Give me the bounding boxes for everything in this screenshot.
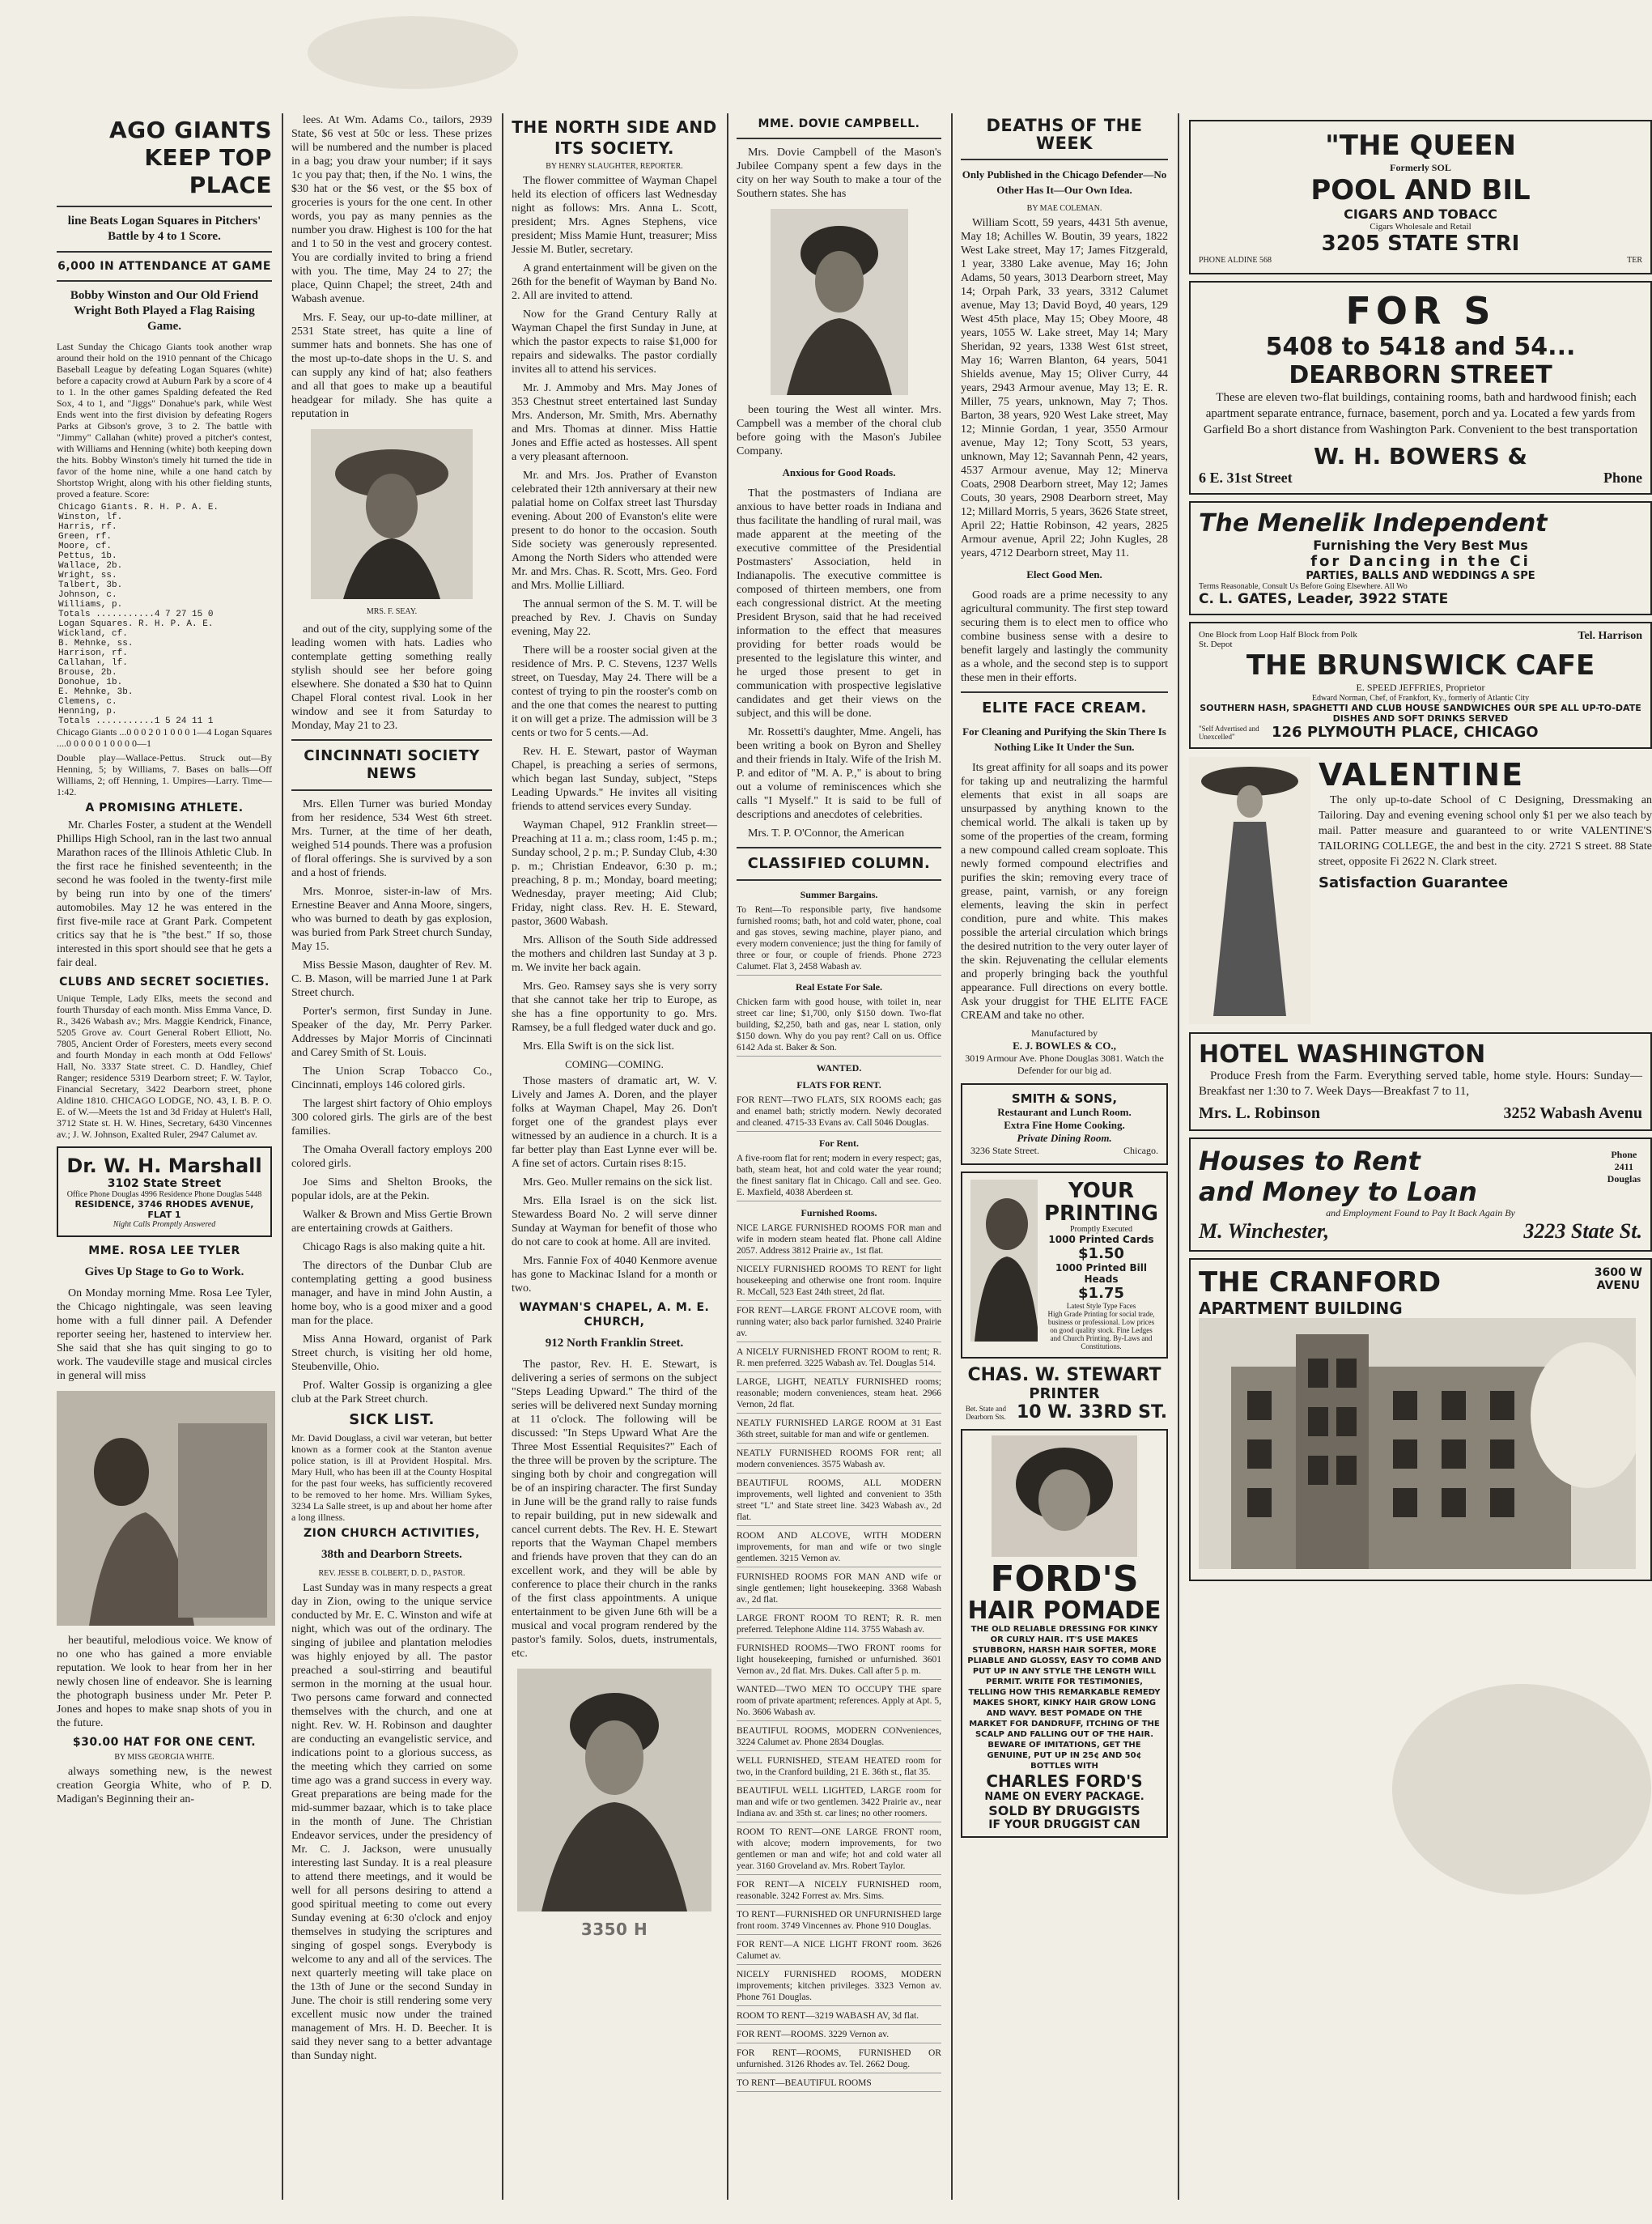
campbell-story: Mrs. Dovie Campbell of the Mason's Jubilee Company spent a few days in the city on her way South to make a tour of the Southern states. She has: [737, 147, 941, 200]
seay-story-2: and out of the city, supplying some of the leading women with hats. Ladies who contemplate getting something really stylish should see her before going elsewhere. She donated a $30 hat to Quinn Chapel Floral contest rival. Look in her window and see it from Saturday to Monday, May 21 to 23.: [291, 623, 492, 732]
houses-phone-box: [1607, 1149, 1641, 1185]
cranford-building: [1199, 1318, 1636, 1569]
divider: [737, 138, 941, 139]
classified-ad: FOR RENT—TWO FLATS, SIX ROOMS each; gas and enamel bath; strictly modern. Newly decorated and cleaned. 4715-33 Evans av. Call 5046 Douglas.: [737, 1095, 941, 1132]
queen-head: "THE QUEEN: [1325, 130, 1516, 162]
elect-head: Elect Good Men.: [1026, 568, 1102, 580]
sale-head: FOR S: [1345, 289, 1496, 333]
box-row: Callahan, lf.: [58, 658, 128, 668]
cranford-head: THE CRANFORD: [1199, 1266, 1442, 1299]
northside-item: Mr. and Mrs. Jos. Prather of Evanston celebrated their 12th anniversary at their new palatial home on Colfax street last Thursday evening. About 200 of Evanston's elite were present to do honor to the occasion. South Side society was generously represented. Among the North Siders who attended were Mr. and Mrs. Chas. R. Scott, Mrs. Geo. Ford and Mrs. Mollie Lilliard.: [512, 470, 717, 592]
classified-ad: FOR RENT—A NICE LIGHT FRONT room. 3626 Calumet av.: [737, 1939, 941, 1965]
box-totals: Totals ...........4 7 27 15 0: [58, 610, 214, 619]
classified-ad: TO RENT—FURNISHED OR UNFURNISHED large front room. 3749 Vincennes av. Phone 910 Douglas.: [737, 1909, 941, 1935]
ford-name: CHARLES FORD'S: [986, 1771, 1143, 1791]
cin-item: The directors of the Dunbar Club are contemplating getting a good business manager, and have in mind John Austin, a home boy, who is a good mixer and a good man for the place.: [291, 1260, 492, 1327]
forrent-head: For Rent.: [818, 1138, 860, 1149]
prize-story: lees. At Wm. Adams Co., tailors, 2939 State, $6 vest at 50c or less. These prizes will be numbered and the number is placed in a bag; you draw your number; if it says 1c you pay that; then, if the No. 1 wins, the $30 hat or the $6 vest, or the $5 box of groceries is yours for the one cent. In other words, you pay as many pennies as the number you draw. Highest is 100 for the hat and 1 to 50 in the vest and grocery contest. You are cordially invited to bring a friend with you. The time, May 24 to 27; the place, Quinn Chapel; the street, 24th and Wabash avenue.: [291, 114, 492, 305]
smith-line: Extra Fine Home Cooking.: [1004, 1119, 1125, 1131]
queen-formerly: Formerly SOL: [1390, 162, 1451, 173]
campbell-photo: [771, 209, 908, 395]
menelik-ad: [1189, 501, 1652, 615]
elite-mfr: Manufactured by: [1030, 1027, 1098, 1039]
smith-line: Private Dining Room.: [1017, 1132, 1112, 1144]
smith-ad: [961, 1083, 1168, 1165]
box-row: Williams, p.: [58, 600, 123, 610]
oconnor-story: Mrs. T. P. O'Connor, the American: [748, 827, 905, 840]
stewart-block: [961, 1365, 1168, 1422]
tyler-photo: [57, 1391, 275, 1626]
hotel-row: [1199, 1104, 1642, 1123]
sick-list-head: SICK LIST.: [349, 1411, 435, 1428]
elect-story: Good roads are a prime necessity to any agricultural community. The first step toward securing them is to elect men to office who combine business sense with a desire to benefit largely and lastingly the community as a whole, and the second step is to support these men in their efforts.: [961, 589, 1168, 684]
giants-headline: AGO GIANTS KEEP TOP PLACE: [109, 117, 272, 198]
sick-list: Mr. David Douglass, a civil war veteran, but better known as a former cook at the Stanton avenue police station, is ill at Provident Hospital. Mrs. Mary Hull, who has been ill at the County Hospital for the past four weeks, has sufficiently recovered to be removed to her home. Mrs. William Sykes, 3234 La Salle street, is up and about her home after a long illness.: [291, 1432, 492, 1523]
houses-phone-label: Phone: [1611, 1149, 1637, 1160]
tyler-deck: Gives Up Stage to Go to Work.: [84, 1265, 244, 1278]
classified-ad: WANTED—TWO MEN TO OCCUPY THE spare room of private apartment; references. Apply at Apt. 5, No. 3606 Wabash av.: [737, 1684, 941, 1721]
seay-photo: [311, 429, 473, 599]
brunswick-loc: One Block from Loop Half Block from Polk St. Depot: [1199, 630, 1357, 649]
zion-head: ZION CHURCH ACTIVITIES,: [304, 1527, 480, 1540]
box-row: Brouse, 2b.: [58, 668, 117, 678]
menelik-line: for Dancing in the Ci: [1310, 553, 1531, 570]
stewart-addr: 10 W. 33RD ST.: [1016, 1402, 1168, 1422]
classified-ad: A five-room flat for rent; modern in every respect; gas, bath, steam heat, hot and cold water the year round; the finest sanitary flat in Chicago. Call and see. Geo. E. Maxfield, 4038 Aberdeen st.: [737, 1153, 941, 1201]
ford-copy-2: NAME ON EVERY PACKAGE.: [984, 1791, 1145, 1803]
column-rule: [1178, 113, 1179, 2200]
menelik-head: The Menelik Independent: [1199, 509, 1548, 538]
brunswick-prop: E. SPEED JEFFRIES, Proprietor: [1356, 682, 1485, 693]
printing-bills: 1000 Printed Bill Heads: [1055, 1262, 1148, 1285]
cin-item: Walker & Brown and Miss Gertie Brown are entertaining crowds at Gaithers.: [291, 1209, 492, 1235]
elite-co: E. J. BOWLES & CO.,: [1013, 1040, 1116, 1052]
divider: [291, 739, 492, 741]
classified-ad: BEAUTIFUL ROOMS, MODERN CONveniences, 3224 Calumet av. Phone 2834 Douglas.: [737, 1725, 941, 1751]
box-line-score: Chicago Giants ...0 0 0 2 0 1 0 0 0 1—4 Logan Squares ....0 0 0 0 0 1 0 0 0 0—1: [57, 726, 272, 749]
bowers-addr: 6 E. 31st Street: [1199, 470, 1293, 486]
northside-item: Mrs. Ella Swift is on the sick list.: [523, 1040, 675, 1052]
valentine-sat: Satisfaction Guarantee: [1319, 874, 1509, 891]
marshall-night: Night Calls Promptly Answered: [113, 1220, 216, 1229]
printing-ad: [961, 1172, 1168, 1359]
queen-ad: [1189, 120, 1652, 274]
hat-head: $30.00 HAT FOR ONE CENT.: [72, 1736, 257, 1749]
smith-city: Chicago.: [1123, 1145, 1158, 1156]
ford-last: IF YOUR DRUGGIST CAN: [988, 1818, 1140, 1831]
classified-ad: A NICELY FURNISHED FRONT ROOM to rent; R. R. men preferred. 3225 Wabash av. Tel. Douglas 514.: [737, 1346, 941, 1372]
valentine-figure: [1189, 757, 1310, 1024]
queen-wholesale: Cigars Wholesale and Retail: [1370, 222, 1472, 232]
classified-ad: FOR RENT—LARGE FRONT ALCOVE room, with running water; also back parlor furnished. 3240 Prairie av.: [737, 1305, 941, 1342]
realestate-head: Real Estate For Sale.: [795, 981, 883, 993]
cin-item: Miss Bessie Mason, daughter of Rev. M. C. B. Mason, will be married June 1 at Park Street church.: [291, 959, 492, 999]
box-totals: Totals ...........1 5 24 11 1: [58, 717, 214, 726]
box-row: Harris, rf.: [58, 522, 117, 532]
stewart-addr-row: [961, 1402, 1168, 1422]
box-row: Green, rf.: [58, 532, 113, 542]
northside-item: Now for the Grand Century Rally at Wayman Chapel the first Sunday in June, at which the pastor expects to raise $1,000 for repairs and sidewalks. The pastor cordially invites all to attend his services.: [512, 308, 717, 376]
classified-ad: FURNISHED ROOMS FOR MAN AND wife or single gentlemen; light housekeeping. 3368 Wabash av., 2d flat.: [737, 1571, 941, 1609]
column-4: [728, 113, 949, 2208]
menelik-line: PARTIES, BALLS AND WEDDINGS A SPE: [1306, 570, 1535, 582]
classified-ad: FOR RENT—ROOMS. 3229 Vernon av.: [737, 2029, 941, 2043]
classified-ad: FURNISHED ROOMS—TWO FRONT rooms for light housekeeping, furnished or unfurnished. 3601 Vernon av., 2d flat. Mrs. Dukes. Call after 5 p. m.: [737, 1643, 941, 1680]
hotel-copy: Produce Fresh from the Farm. Everything served table, home style. Hours: Sunday—Breakfast ner 1:30 to 7. Week Days—Breakfast 7 to 11,: [1199, 1069, 1642, 1098]
smith-addr-row: [970, 1145, 1158, 1157]
classified-ad: Chicken farm with good house, with toilet in, near street car line; $1,700, only $150 down. Two-flat building, $2,250, bath and gas, near L station, only $150 down. Why do you pay rent? Call on us. Office 6142 Ada st. Baker & Son.: [737, 997, 941, 1057]
athlete-head: A PROMISING ATHLETE.: [85, 802, 244, 814]
roads-head: Anxious for Good Roads.: [782, 466, 896, 478]
queen-ter: TER: [1627, 256, 1642, 265]
classified-ad: ROOM AND ALCOVE, WITH MODERN improvements, for man and wife or two single gentlemen. 3215 Vernon av.: [737, 1530, 941, 1567]
cincinnati-head: CINCINNATI SOCIETY NEWS: [304, 747, 480, 782]
flats-head: FLATS FOR RENT.: [796, 1079, 881, 1091]
valentine-ad: [1189, 757, 1652, 1024]
marshall-addr: 3102 State Street: [107, 1177, 222, 1190]
cin-item: The Union Scrap Tobacco Co., Cincinnati, employs 146 colored girls.: [291, 1065, 492, 1091]
portrait-photo: [517, 1669, 711, 1911]
northside-item: Mrs. Geo. Muller remains on the sick list.: [523, 1176, 713, 1189]
hotel-addr: 3252 Wabash Avenu: [1503, 1104, 1642, 1122]
cranford-sub: APARTMENT BUILDING: [1199, 1299, 1403, 1318]
cranford-top: [1199, 1266, 1642, 1318]
wanted-head: WANTED.: [816, 1062, 862, 1074]
clubs-story: Unique Temple, Lady Elks, meets the second and fourth Thursday of each month. Miss Emma Vance, D. R., 3426 Wabash av.; Mrs. Maggie Kendrick, Finance, 5205 Grove av. Court General Robert Elliott, No. 7805, Ancient Order of Foresters, meets every second and fourth Monday in each month at Odd Fellows' Hall, No. 3337 State street. C. D. Handley, Chief Ranger; residence 5319 Dearborn street; F. W. Taylor, Financial Secretary, 3422 Dearborn street, phone Aldine 1810. CHICAGO LODGE, NO. 43, I. B. P. O. E. of W.—Meets the 1st and 3d Friday at Hulett's Hall, 3712 State st. H. W. Hines, Secretary, 6430 Vincennes av.; J. W. Johnson, Exalted Ruler, 2947 Calumet av.: [57, 993, 272, 1140]
marshall-phones: Office Phone Douglas 4996 Residence Phone Douglas 5448: [66, 1190, 262, 1199]
houses-name: M. Winchester,: [1199, 1219, 1330, 1243]
classified-ad: LARGE FRONT ROOM TO RENT; R. R. men preferred. Telephone Aldine 114. 3755 Wabash av.: [737, 1613, 941, 1639]
queen-phone: PHONE ALDINE 568: [1199, 256, 1272, 265]
brunswick-ad: [1189, 622, 1652, 749]
northside-item: Mrs. Fannie Fox of 4040 Kenmore avenue has gone to Mackinac Island for a month or two.: [512, 1255, 717, 1295]
smith-name: SMITH & SONS,: [1011, 1091, 1118, 1106]
tyler-story: On Monday morning Mme. Rosa Lee Tyler, the Chicago nightingale, was seen leaving home with a full dinner pail. A Defender reporter seeing her, hastened to interview her. She said that she has quit singing to go to work. The vaudeville stage and musical circles in general will miss: [57, 1287, 272, 1382]
cin-item: Chicago Rags is also making quite a hit.: [303, 1241, 486, 1253]
northside-item: Mrs. Allison of the South Side addressed the mothers and children last Sunday at 3 p. m. We invite her back again.: [512, 934, 717, 974]
smith-line: Restaurant and Lunch Room.: [997, 1106, 1132, 1118]
box-header: Chicago Giants. R. H. P. A. E.: [58, 503, 219, 512]
cranford-ad: [1189, 1258, 1652, 1581]
brunswick-tel: Tel. Harrison: [1578, 630, 1642, 642]
northside-head: THE NORTH SIDE AND ITS SOCIETY.: [512, 117, 717, 158]
campbell-story-2: been touring the West all winter. Mrs. Campbell was a member of the choral club before going with the Mason's Jubilee Company.: [737, 404, 941, 457]
giants-story: Last Sunday the Chicago Giants took another wrap around their hold on the 1910 pennant of the Chicago Baseball League by defeating Logan Squares (white) before a capacity crowd at Auburn Park by a score of 4 to 1. In the other games Spalding defeated the Red Sox, 4 to 1, and "Jiggs" Donahue's park, while West Ends went into the first division by defeating Rogers Parks at Gibson's grove, 3 to 2. The battle with "Jimmy" Callahan (white) proved a pitcher's contest, with Williams and Henning (white) both keeping down the hits. Bobby Winston's timely hit turned the tide in favor of the home nine, while a one hand catch by Shortstop Wright, along with his other fielding stunts, proved a feature. Score:: [57, 341, 272, 500]
ford-ad: [961, 1429, 1168, 1838]
bowers-name: W. H. BOWERS &: [1314, 443, 1527, 470]
houses-addr: 3223 State St.: [1523, 1219, 1642, 1243]
queen-pool: POOL AND BIL: [1310, 174, 1531, 206]
box-row: Harrison, rf.: [58, 648, 128, 658]
smith-addr: 3236 State Street.: [970, 1145, 1039, 1156]
menelik-leader: C. L. GATES, Leader, 3922 STATE: [1199, 591, 1449, 607]
seay-story: Mrs. F. Seay, our up-to-date milliner, at 2531 State street, has quite a line of summer hats and bonnets. She has one of the most up-to-date shops in the U. S. and can supply any kind of hat; also feathers and all that goes to make up a beautiful headgear for milady. She has quite a reputation in: [291, 312, 492, 420]
northside-item: There will be a rooster social given at the residence of Mrs. P. C. Stevens, 1237 Wells street, on Tuesday, May 24. There will be a contest of trying to pin the rooster's comb on and the one that comes the nearest to putting it on will get a prize. The admission will be 3 cents or two for 5 cents.—Ad.: [512, 644, 717, 739]
elite-copy: Its great affinity for all soaps and its power for taking up and neutralizing the harmful elements that exist in all soaps are unsurpassed by anything known to the chemical world. The alkali is taken up by some of the properties of the cream, forming a new compound called cream soploate. This newly formed compound electrifies and purifies the skin; removing every trace of grease, paint, varnish, or any foreign elements, leaving the skin in perfect condition, pure and white. This makes possible the arterial circulation which brings the desired nutrition to the very outer layer of the skin. Rejuvenating the cellular elements and properly bringing back the youthful appearance. Full directions on every bottle. Ask your druggist for THE ELITE FACE CREAM and take no other.: [961, 762, 1168, 1022]
tyler-head: MME. ROSA LEE TYLER: [88, 1244, 240, 1257]
sale-ad: [1189, 281, 1652, 495]
hotel-name: Mrs. L. Robinson: [1199, 1104, 1321, 1122]
wayman-sub: 912 North Franklin Street.: [545, 1337, 684, 1350]
menelik-line: Terms Reasonable, Consult Us Before Going Elsewhere. All Wo: [1199, 582, 1408, 591]
houses-row: [1199, 1219, 1642, 1244]
brunswick-chef: Edward Norman, Chef, of Frankfort, Ky., formerly of Atlantic City: [1311, 694, 1530, 703]
printing-bills-price: $1.75: [1078, 1285, 1124, 1302]
cranford-addr: 3600 W: [1594, 1266, 1642, 1279]
brunswick-top: [1199, 630, 1642, 649]
northside-item: The annual sermon of the S. M. T. will be preached by Rev. J. Chavis on Sunday evening, May 22.: [512, 598, 717, 638]
deaths-byline: BY MAE COLEMAN.: [1026, 204, 1102, 213]
brunswick-addr: 126 PLYMOUTH PLACE, CHICAGO: [1272, 724, 1539, 741]
northside-item: A grand entertainment will be given on the 26th for the benefit of Wayman by Band No. 2. All are invited to attend.: [512, 262, 717, 302]
cin-item: Miss Anna Howard, organist of Park Street church, is visiting her old home, Steubenville, Ohio.: [291, 1333, 492, 1373]
hat-byline: BY MISS GEORGIA WHITE.: [114, 1753, 214, 1762]
divider: [737, 847, 941, 848]
northside-item: The flower committee of Wayman Chapel held its election of officers last Wednesday night as follows: Mrs. Anna L. Scott, president; Mrs. Agnes Stephens, vice president; Miss Mamie Hunt, treasurer; Miss Jessie M. Butler, secretary.: [512, 175, 717, 256]
column-5: [953, 113, 1176, 2208]
giants-deck: line Beats Logan Squares in Pitchers' Battle by 4 to 1 Score.: [67, 215, 261, 243]
ford-copy: THE OLD RELIABLE DRESSING FOR KINKY OR CURLY HAIR. IT'S USE MAKES STUBBORN, HARSH HAIR SOFTER, MORE PLIABLE AND GLOSSY, EASY TO COMB AND PUT UP IN ANY STYLE THE LENGTH WILL PERMIT. WRITE FOR TESTIMONIES, TELLING HOW THIS REMARKABLE REMEDY MAKES SHORT, KINKY HAIR GROW LONG AND WAVY. BEST POMADE ON THE MARKET FOR DANDRUFF, ITCHING OF THE SCALP AND FALLING OUT OF THE HAIR. BEWARE OF IMITATIONS, GET THE GENUINE, PUT UP IN 25¢ AND 50¢ BOTTLES WITH: [967, 1625, 1161, 1771]
box-row: Johnson, c.: [58, 590, 117, 600]
giants-subhead: 6,000 IN ATTENDANCE AT GAME: [57, 260, 271, 273]
classified-ad: LARGE, LIGHT, NEATLY FURNISHED rooms; reasonable; modern conveniences, steam heat. 2966 Vernon, 2d flat.: [737, 1376, 941, 1414]
divider: [291, 789, 492, 791]
classified-ad: BEAUTIFUL WELL LIGHTED, LARGE room for man and wife or two gentlemen. 3422 Prairie av., near Indiana av. and 35th st. car lines; no other roomers.: [737, 1785, 941, 1822]
box-row: E. Mehnke, 3b.: [58, 687, 134, 697]
northside-item: Mrs. Geo. Ramsey says she is very sorry that she cannot take her trip to Europe, as she has a fine opportunity to go. Mrs. Ramsey, be a full fledged water duck and go.: [512, 980, 717, 1034]
menelik-line: Furnishing the Very Best Mus: [1313, 538, 1528, 553]
divider: [57, 280, 272, 282]
printing-exec: Promptly Executed: [1070, 1225, 1132, 1234]
brunswick-bottom: [1199, 724, 1642, 741]
elite-head: ELITE FACE CREAM.: [982, 700, 1147, 717]
box-score: [57, 503, 272, 726]
column-3: [503, 113, 725, 2208]
bargains-head: Summer Bargains.: [800, 889, 878, 900]
ford-head: FORD'S: [990, 1559, 1139, 1600]
marshall-name: Dr. W. H. Marshall: [66, 1155, 262, 1177]
box-row: Henning, p.: [58, 707, 117, 717]
column-2: [283, 113, 500, 2208]
column-1: [49, 113, 280, 2208]
hat-story: always something new, is the newest creation Georgia White, who of P. D. Madigan's Beginning their an-: [57, 1766, 272, 1805]
classified-ad: BEAUTIFUL ROOMS, ALL MODERN improvements, well lighted and convenient to 35th street "L" and State street line. 3423 Wabash av., 2d flat.: [737, 1478, 941, 1526]
houses-phone-2: Douglas: [1607, 1173, 1641, 1184]
deaths-sub: Only Published in the Chicago Defender—No Other Has It—Our Own Idea.: [962, 168, 1167, 196]
queen-addr: 3205 STATE STRI: [1321, 232, 1520, 256]
box-row: Wallace, 2b.: [58, 561, 123, 571]
box-summary: Double play—Wallace-Pettus. Struck out—By Henning, 5; by Williams, 7. Bases on balls—Off Williams, 2; off Henning, 1. Umpires—Larry. Time—1:42.: [57, 752, 272, 797]
box-row: Moore, cf.: [58, 542, 113, 551]
houses-emp: and Employment Found to Pay It Back Again By: [1326, 1207, 1515, 1218]
queen-phone-row: [1199, 256, 1642, 265]
sale-street: DEARBORN STREET: [1289, 361, 1552, 389]
ford-portrait: [992, 1435, 1137, 1557]
box-header: Logan Squares. R. H. P. A. E.: [58, 619, 214, 629]
box-row: Donohue, 1b.: [58, 678, 123, 687]
rossetti-story: Mr. Rossetti's daughter, Mme. Angeli, has been writing a book on Byron and Shelley and their friends in Italy. Wife of the Irish M. P. and editor of "M. A. P.," is about to bring out a volume of reminiscences which she calls "I Myself." It is said to be full of descriptions and anecdotes of celebrities.: [737, 726, 941, 821]
marshall-res: RESIDENCE, 3746 RHODES AVENUE, FLAT 1: [74, 1199, 254, 1220]
classified-ad: FOR RENT—ROOMS, FURNISHED OR unfurnished. 3126 Rhodes av. Tel. 2662 Doug.: [737, 2048, 941, 2073]
houses-head: Houses to Rent: [1199, 1146, 1421, 1176]
hotel-ad: [1189, 1032, 1652, 1131]
brunswick-adv: "Self Advertised and Unexcelled": [1199, 724, 1259, 741]
divider: [57, 251, 272, 253]
northside-item: Wayman Chapel, 912 Franklin street—Preaching at 11 a. m.; class room, 1:45 p. m.; Sunday school, 2 p. m.; P. Sunday Club, 4:30 p. m.; Christian Endeavor, 6:30 p. m.; preaching, 8 p. m.; Monday, board meeting; Wednesday, prayer meeting; Aid Club; Friday, night class. Rev. H. E. Steward, pastor, 3600 Wabash.: [512, 819, 717, 928]
northside-item: Rev. H. E. Stewart, pastor of Wayman Chapel, is preaching a series of sermons, which began last Sunday, subject, "Steps Leading Upwards." He invites all visiting friends to attend services every Sunday.: [512, 746, 717, 813]
hotel-head: HOTEL WASHINGTON: [1199, 1040, 1486, 1069]
brunswick-head: THE BRUNSWICK CAFE: [1246, 649, 1595, 682]
classified-ad: FOR RENT—A NICELY FURNISHED room, reasonable. 3242 Forrest av. Mrs. Sims.: [737, 1879, 941, 1905]
bowers-phone: Phone: [1603, 470, 1642, 486]
tyler-story-2: her beautiful, melodious voice. We know of no one who has gained a more enviable reputation. We look to hear from her in her newly chosen line of endeavor. She is learning the photograph business under Mr. Peter P. Jones and hopes to make snap shots of you in the future.: [57, 1635, 272, 1729]
classified-ad: NEATLY FURNISHED ROOMS FOR rent; all modern conveniences. 3575 Wabash av.: [737, 1448, 941, 1473]
printer-portrait: [970, 1180, 1038, 1342]
box-row: B. Mehnke, ss.: [58, 639, 134, 648]
northside-item: Mrs. Ella Israel is on the sick list. Stewardess Board No. 2 will serve dinner Sunday at Wayman for benefit of those who do not care to cook at home. All are invited.: [512, 1195, 717, 1248]
box-row: Wickland, cf.: [58, 629, 128, 639]
clubs-head: CLUBS AND SECRET SOCIETIES.: [59, 976, 270, 989]
box-row: Clemens, c.: [58, 697, 117, 707]
classified-ad: To Rent—To responsible party, five handsome furnished rooms; bath, hot and cold water, phone, coal and gas stoves, sewing machine, player piano, and every modern convenience; just the thing for family of three or four, or couple of friends. Phone 2723 Calumet. Flat 3, 2458 Wabash av.: [737, 904, 941, 976]
paper-stain: [308, 16, 518, 89]
printing-cards-price: $1.50: [1078, 1245, 1124, 1262]
northside-item: Mr. J. Ammoby and Mrs. May Jones of 353 Chestnut street entertained last Sunday Mrs. Anderson, Mr. Smith, Mrs. Abernathy and Mrs. Thomas at dinner. Miss Hattie Jones and Effie acted as hostesses. All spent a very pleasant afternoon.: [512, 382, 717, 463]
cin-item: Mrs. Ellen Turner was buried Monday from her residence, 534 West 6th street. Mrs. Turner, at the time of her death, weighed 514 pounds. There was a profusion of floral offerings. She is survived by a son and a host of friends.: [291, 798, 492, 879]
cin-item: The Omaha Overall factory employs 200 colored girls.: [291, 1144, 492, 1170]
bottom-fragment: 3350 H: [580, 1920, 648, 1939]
houses-phone: 2411: [1614, 1161, 1633, 1172]
houses-head-2: and Money to Loan: [1199, 1176, 1477, 1207]
column-6: [1181, 113, 1652, 2208]
marshall-ad: [57, 1146, 272, 1237]
divider: [737, 879, 941, 881]
queen-cigars: CIGARS AND TOBACC: [1344, 206, 1497, 222]
elite-sub: For Cleaning and Purifying the Skin There Is Nothing Like It Under the Sun.: [962, 725, 1166, 753]
northside-byline: BY HENRY SLAUGHTER, REPORTER.: [546, 162, 683, 171]
zion-sub: 38th and Dearborn Streets.: [321, 1548, 462, 1561]
zion-story: Last Sunday was in many respects a great day in Zion, owing to the unique service conducted by Mr. E. C. Winston and wife at night, which was out of the ordinary. The singing of jubilee and plantation melodies was highly enjoyed by all. The pastor preached a soul-stirring and beautiful sermon in the morning at the usual hour. Two persons came forward and connected themselves with the church, and one at night. Rev. W. H. Robinson and daughter are conducting an evangelistic service, and indications point to a glorious success, as the meeting which they carried on some time ago was a grand success in every way. Great preparations are being made for the mid-summer bazaar, which is to take place in the month of June. The Christian Endeavor services, under the presidency of Mr. C. J. Jackson, were unusually interesting last Sunday. It is a real pleasure to attend there meetings, and it would be well for all persons desiring to attend a good spiritual meeting to come out every Sunday evening at 6:30 o'clock and enjoy themselves in studying the scriptures and singing of gospel songs. Everybody is welcome to any and all of the services. The next quarterly meeting will take place on the 13th of June or the second Sunday in June. The choir is still rendering some very excellent music now under the trained management of Mrs. H. D. Beecher. It is said they never sang to a better advantage than Sunday night.: [291, 1582, 492, 2062]
cin-item: The largest shirt factory of Ohio employs 300 colored girls. The girls are of the best families.: [291, 1098, 492, 1138]
ford-sold: SOLD BY DRUGGISTS: [988, 1803, 1140, 1818]
giants-deck-2: Bobby Winston and Our Old Friend Wright Both Played a Flag Raising Game.: [70, 289, 259, 333]
classified-ad: NEATLY FURNISHED LARGE ROOM at 31 East 36th street, suitable for man and wife or gentlemen.: [737, 1418, 941, 1444]
houses-ad: [1189, 1138, 1652, 1252]
campbell-head: MME. DOVIE CAMPBELL.: [758, 117, 920, 130]
stewart-title: PRINTER: [1029, 1385, 1100, 1402]
coming-head: COMING—COMING.: [565, 1058, 664, 1070]
cin-item: Joe Sims and Shelton Brooks, the popular idols, are at the Pekin.: [291, 1176, 492, 1202]
wayman-head: WAYMAN'S CHAPEL, A. M. E. CHURCH,: [519, 1301, 710, 1329]
sale-copy: These are eleven two-flat buildings, containing rooms, bath and hardwood finish; each apartment separate entrance, furnace, basement, porch and ya. Located a few yards from Garfield Bo a short distance from Washington Park. Convenient to the best transportation: [1203, 391, 1638, 436]
box-row: Talbert, 3b.: [58, 580, 123, 590]
zion-byline: REV. JESSE B. COLBERT, D. D., PASTOR.: [318, 1569, 465, 1578]
cin-item: Porter's sermon, first Sunday in June. Speaker of the day, Mr. Perry Parker. Addresses by Major Morris of Cincinnati and Carey Smith of St. Louis.: [291, 1006, 492, 1059]
classified-ad: TO RENT—BEAUTIFUL ROOMS: [737, 2077, 941, 2092]
stewart-name: CHAS. W. STEWART: [967, 1365, 1161, 1385]
cranford-addr-2: AVENU: [1596, 1279, 1641, 1292]
printing-cards: 1000 Printed Cards: [1048, 1234, 1154, 1245]
roads-story: That the postmasters of Indiana are anxious to have better roads in Indiana and thus facilitate the handling of rural mail, was made apparent at the meeting of the executive committee of the Presidential Postmasters' Association, held in Indianapolis. The executive committee is composed of thirteen members, one from each congressional district. At the meeting President Bryson, said that he had received information to the effect that measures providing for better roads would be presented to the legislature this winter, and he urged those present to get in communication with prospective legislative candidates and get their views on the subject, and this will be done.: [737, 487, 941, 720]
classified-ad: ROOM TO RENT—3219 WABASH AV, 3d flat.: [737, 2010, 941, 2025]
athlete-story: Mr. Charles Foster, a student at the Wendell Phillips High School, ran in the last two annual Marathon races of the Illinois Athletic Club. In the first race he finished seventeenth; in the second he was fooled in the twenty-first mile by being run into by one of the timers' automobiles. May 12 he was entered in the first five-mile race at Grant Park. Competent critics say that he is "the best." If so, those interested in this sport should see that he gets a fair deal.: [57, 819, 272, 969]
valentine-copy: The only up-to-date School of C Designing, Dressmaking an Tailoring. Day and evening evening school only $1 per we also teach by mail. Patter measure and guaranteed to or write VALENTINE'S TAILORING COLLEGE, the and best in the city. 2721 S street. 88 State street, opposite Fi 2622 N. Clark street.: [1319, 794, 1652, 868]
furnished-head: Furnished Rooms.: [801, 1207, 877, 1218]
deaths-list: William Scott, 59 years, 4431 5th avenue, May 18; Achilles W. Boutin, 39 years, 1822 West Lake street, May 17; James Fitzgerald, 1 year, 3380 Lake avenue, May 16; John Adams, 50 years, 3013 Dearborn street, May 14; Orpah Park, 33 years, 3312 Calumet avenue, May 13; David Boyd, 40 years, 129 West 45th place, May 15; Obey Moore, 48 years, 1055 W. Lake street, May 14; Mary Sheridan, 92 years, 1338 West 61st street, May 16; Warren Blanton, 64 years, 5041 Shields avenue, May 15; Oliver Curry, 44 years, 2943 Armour avenue, May 13; E. R. Miller, 75 years, unknown, May 7; Thos. Barton, 38 years, 920 West Lake street, May 12; Minnie Gordan, 1 year, 3550 Armour avenue, May 12; Tony Scott, 53 years, unknown, May 12; Savannah Penn, 42 years, 4537 Armour avenue, May 12; Minerva Coats, 2908 Dearborn street, May 12; James Couts, 30 years, 2908 Dearborn street, May 12; Millard Morris, 5 years, 3626 State street, April 22; Hattie Robinson, 42 years, 2825 Armour avenue, April 22; John Kugles, 28 years, 4712 Dearborn street, May 11.: [961, 217, 1168, 559]
deaths-head: DEATHS OF THE WEEK: [986, 116, 1143, 153]
box-row: Pettus, 1b.: [58, 551, 117, 561]
wayman-story: The pastor, Rev. H. E. Stewart, is delivering a series of sermons on the subject "Steps Leading Upward." The third of the series will be delivered next Sunday morning at 11 o'clock. The following will be discussed: "In Steps Upward What Are the Three Most Essential Requisites?" Each of the three will be proven by the scripture. The singing both by choir and congregation will be of an inspiring character. The first Sunday in June will be the grand rally to raise funds to repair building, put in new sidewalk and cancel current debts. The Rev. H. E. Stewart reports that the Wayman Chapel members and friends have proven that they can do an excellent work, and they will be able by conference to place their church in the ranks of the first class appointments. A unique entertainment to be given June 6th will be a musical and vocal program rendered by the pastor's family. Solos, duets, instrumentals, etc.: [512, 1359, 717, 1660]
ford-head-2: HAIR POMADE: [967, 1597, 1161, 1625]
divider: [961, 691, 1168, 693]
printing-latest: Latest Style Type Faces: [1066, 1302, 1136, 1310]
valentine-head: VALENTINE: [1319, 757, 1525, 793]
classified-ad: NICELY FURNISHED ROOMS, MODERN improvements; kitchen privileges. 3323 Vernon av. Phone 761 Douglas.: [737, 1969, 941, 2006]
brunswick-menu: SOUTHERN HASH, SPAGHETTI AND CLUB HOUSE SANDWICHES OUR SPE ALL UP-TO-DATE DISHES AND SOFT DRINKS SERVED: [1200, 703, 1641, 724]
cranford-addr-box: [1595, 1266, 1642, 1292]
sale-addr: 5408 to 5418 and 54...: [1265, 333, 1576, 361]
cin-item: Mrs. Monroe, sister-in-law of Mrs. Ernestine Beaver and Anna Moore, singers, who was burned to death by gas explosion, was buried from Park Street church Sunday, May 15.: [291, 886, 492, 953]
northside-item: Those masters of dramatic art, W. V. Lively and James A. Doren, and the player folks at Wayman Chapel, May 26. Don't forget one of the grandest plays ever witnessed by an audience in a church. It is a far better play than East Lynne ever will be. A fine set of actors. Curtain rises 8:15.: [512, 1075, 717, 1170]
seay-caption: MRS. F. SEAY.: [366, 607, 418, 616]
cin-item: Prof. Walter Gossip is organizing a glee club at the Park Street church.: [291, 1380, 492, 1405]
elite-addr: 3019 Armour Ave. Phone Douglas 3081. Watch the Defender for our big ad.: [965, 1052, 1164, 1076]
divider: [961, 159, 1168, 160]
printing-head: YOUR PRINTING: [1043, 1179, 1158, 1226]
classified-ad: ROOM TO RENT—ONE LARGE FRONT room, with alcove; modern improvements, for two gentlemen or man and wife; hot and cold water all year. 3160 Groveland av. Mrs. Robert Taylor.: [737, 1826, 941, 1875]
stewart-addr-label: Bet. State and Dearborn Sts.: [965, 1404, 1007, 1421]
divider: [57, 206, 272, 207]
classified-head: CLASSIFIED COLUMN.: [747, 855, 931, 872]
classified-ad: NICELY FURNISHED ROOMS TO RENT for light housekeeping and otherwise one front room. Inquire R. McCall, 523 East 24th street, 2d flat.: [737, 1264, 941, 1301]
classified-ad: NICE LARGE FURNISHED ROOMS FOR man and wife in modern steam heated flat. Phone call Aldine 2057. Address 3812 Prairie av., 1st flat.: [737, 1223, 941, 1260]
bowers-row: [1199, 470, 1642, 487]
printing-desc: High Grade Printing for social trade, business or professional. Low prices on good quality stock. Fine Ledges and Church Printing. By-Laws and Constitutions.: [1047, 1310, 1155, 1350]
box-row: Winston, lf.: [58, 512, 123, 522]
classified-ad: WELL FURNISHED, STEAM HEATED room for two, in the Cranford building, 21 E. 36th st., flat 35.: [737, 1755, 941, 1781]
box-row: Wright, ss.: [58, 571, 117, 580]
